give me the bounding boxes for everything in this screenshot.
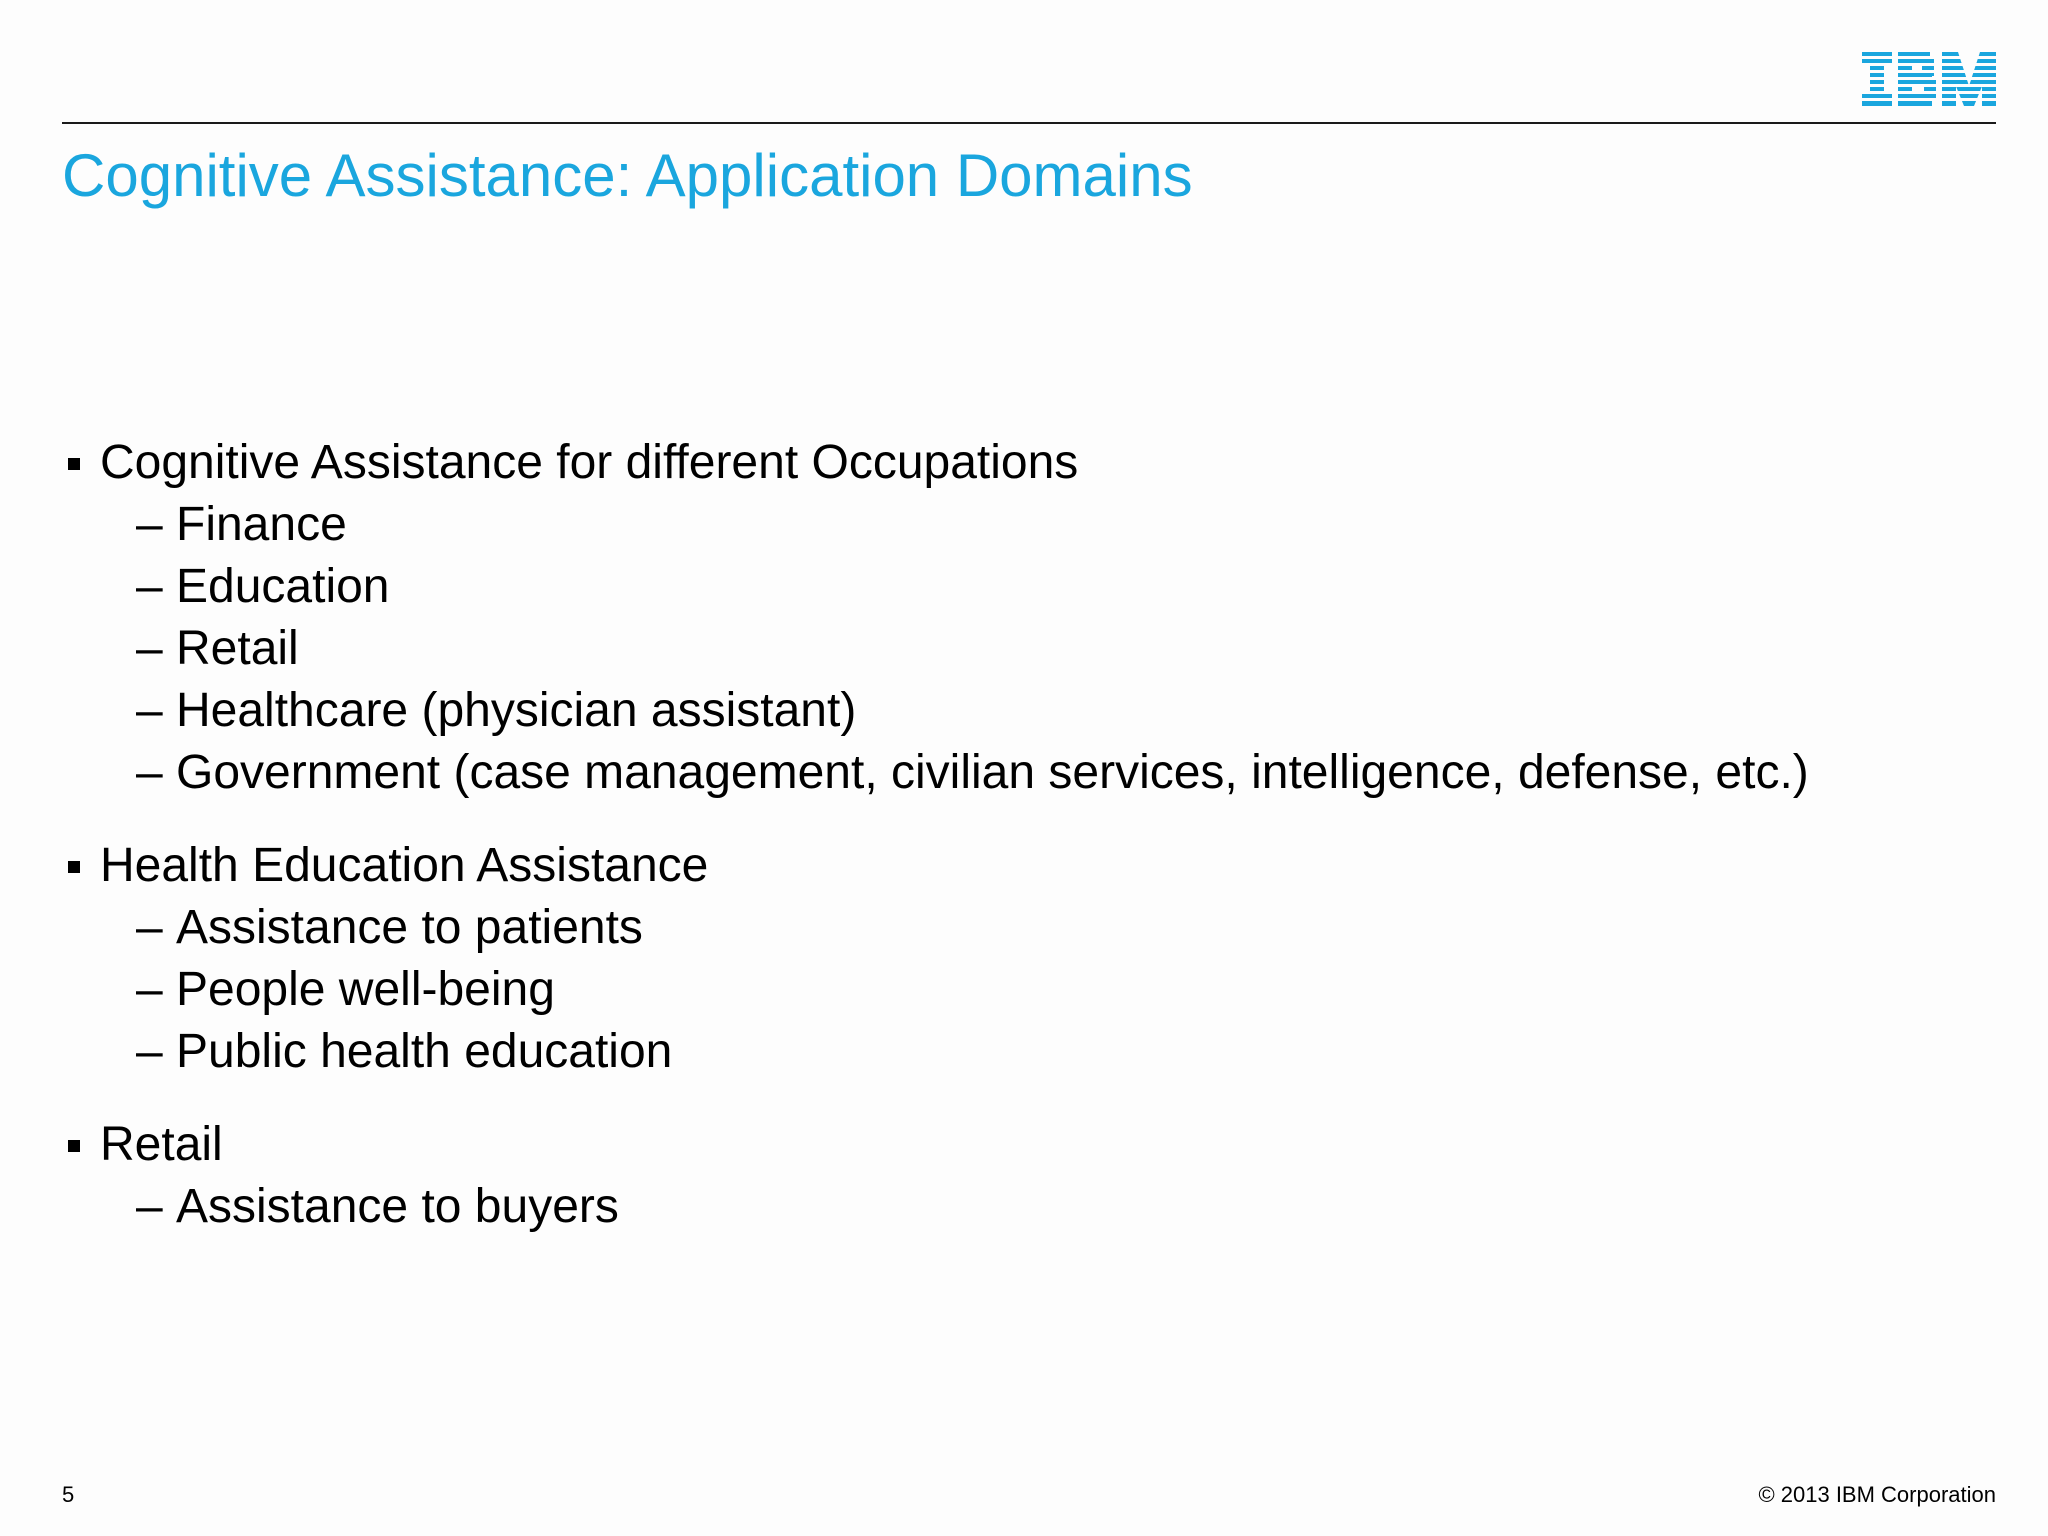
sub-bullet-item [62, 959, 1992, 1021]
dash-marker: – [136, 684, 163, 737]
dash-marker: – [136, 1180, 163, 1233]
dash-marker: – [136, 622, 163, 675]
bullet-text: Health Education Assistance [100, 839, 709, 892]
ibm-logo-icon [1862, 52, 1996, 106]
sub-bullet-item [62, 1021, 1992, 1083]
dash-marker: – [136, 1025, 163, 1078]
sub-bullet-text: Assistance to buyers [176, 1180, 619, 1233]
content-list [62, 432, 1992, 1269]
dash-marker: – [136, 963, 163, 1016]
sub-bullet-text: Assistance to patients [176, 901, 643, 954]
sub-bullet-item [62, 618, 1992, 680]
sub-bullet-text: Healthcare (physician assistant) [176, 684, 857, 737]
bullet-section-occupations [62, 432, 1992, 804]
bullet-section-health-education [62, 835, 1992, 1083]
dash-marker: – [136, 746, 163, 799]
bullet-text: Cognitive Assistance for different Occupations [100, 436, 1079, 489]
copyright-notice: © 2013 IBM Corporation [1758, 1482, 1996, 1507]
bullet-item [62, 432, 1992, 494]
bullet-text: Retail [100, 1118, 223, 1171]
page-number: 5 [62, 1482, 75, 1507]
sub-bullet-text: Finance [176, 498, 347, 551]
sub-bullet-text: Retail [176, 622, 299, 675]
sub-bullet-text: People well-being [176, 963, 555, 1016]
slide-title: Cognitive Assistance: Application Domains [62, 142, 1193, 209]
sub-bullet-item [62, 494, 1992, 556]
square-bullet-icon [68, 1140, 80, 1152]
sub-bullet-text: Government (case management, civilian services, intelligence, defense, etc.) [176, 746, 1809, 799]
dash-marker: – [136, 560, 163, 613]
bullet-item [62, 1114, 1992, 1176]
square-bullet-icon [68, 861, 80, 873]
sub-bullet-item [62, 680, 1992, 742]
header-rule [62, 122, 1996, 124]
sub-bullet-text: Education [176, 560, 390, 613]
sub-bullet-item [62, 556, 1992, 618]
sub-bullet-item [62, 897, 1992, 959]
dash-marker: – [136, 498, 163, 551]
sub-bullet-item [62, 742, 1992, 804]
bullet-item [62, 835, 1992, 897]
sub-bullet-text: Public health education [176, 1025, 673, 1078]
square-bullet-icon [68, 458, 80, 470]
sub-bullet-item [62, 1176, 1992, 1238]
bullet-section-retail [62, 1114, 1992, 1238]
dash-marker: – [136, 901, 163, 954]
